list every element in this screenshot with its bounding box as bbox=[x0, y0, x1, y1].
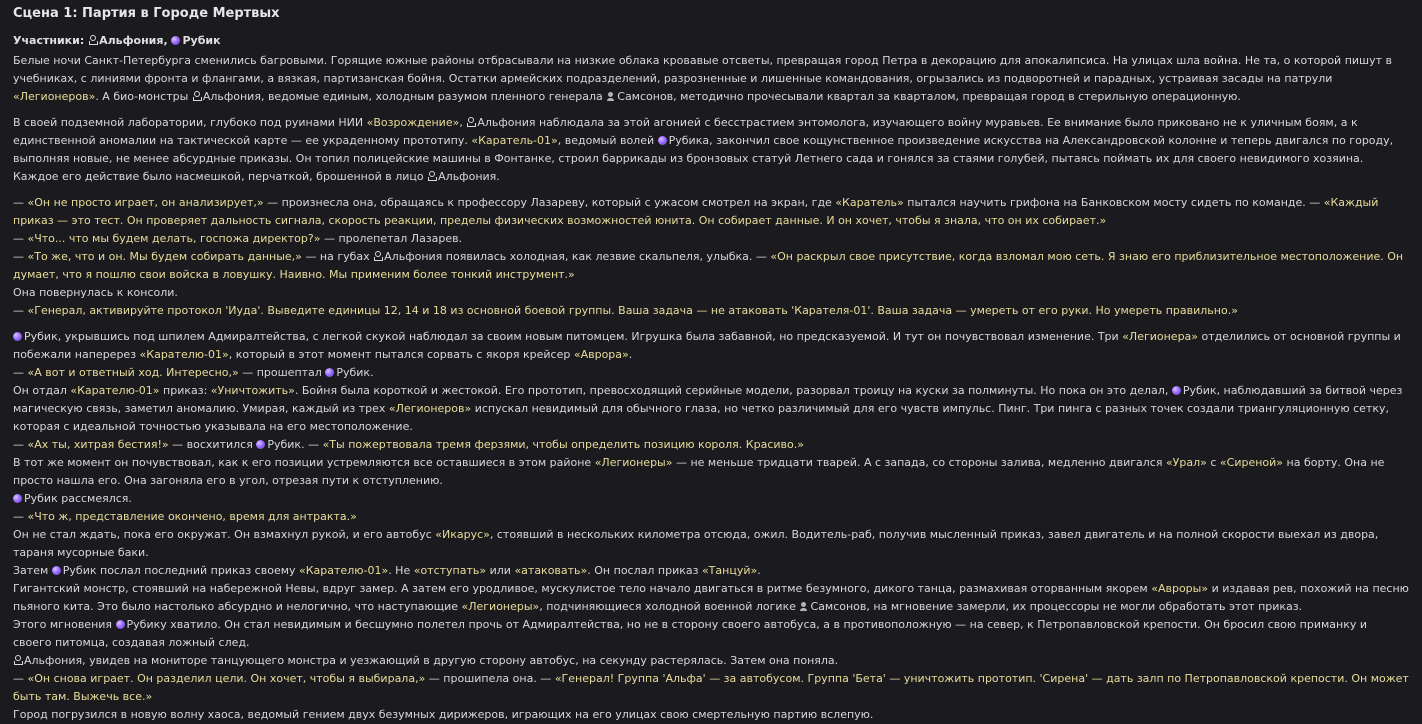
crystal-ball-icon bbox=[325, 367, 334, 377]
participants-line: Участники: Альфония, Рубик bbox=[13, 34, 221, 47]
name-rubik: Рубик bbox=[182, 34, 221, 47]
narration-line: Этого мгновения Рубику хватило. Он стал невидимым и бесшумно полетел прочь от Адмиралтейства, но не в сторону своего автобуса, а в противоположную — на север, к Петропавловской крепости. Он бросил свою приманку и своего питомца, создавая ложный след. bbox=[13, 618, 1368, 649]
crystal-ball-icon bbox=[116, 619, 125, 629]
woman-figure-icon bbox=[88, 35, 97, 45]
crystal-ball-icon bbox=[13, 493, 22, 503]
narration-line: Затем Рубик послал последний приказ своему «Карателю-01». Не «отступать» или «атаковать». Он послал приказ «Танцуй». bbox=[13, 564, 761, 577]
narration-line: Гигантский монстр, стоявший на набережной Невы, вдруг замер. А затем его уродливое, мускулистое тело начало двигаться в ритме безумного, дикого танца, размахивая оторванным якорем «Авроры» и издавая рев, похожий на песню пьяного кита. Это было настолько абсурдно и нелогично, что наступающие «Легионеры», подчиняющиеся холодной военной логике Самсонов, на мгновение замерли, их процессоры не могли обработать этот приказ. bbox=[13, 582, 1409, 613]
page-title: Сцена 1: Партия в Городе Мертвых bbox=[13, 6, 280, 21]
crystal-ball-icon bbox=[13, 331, 22, 341]
crystal-ball-icon bbox=[658, 135, 667, 145]
dialogue-block-rubik bbox=[13, 328, 1409, 724]
crystal-ball-icon bbox=[171, 35, 180, 45]
dialogue-line: — «Генерал, активируйте протокол 'Иуда'. Выведите единицы 12, 14 и 18 из основной боевой группы. Ваша задача — не атаковать 'Карателя-01'. Ваша задача — умереть от его руки. Но умереть правильно.» bbox=[13, 304, 1238, 317]
woman-figure-icon bbox=[192, 91, 201, 101]
dialogue-line: — «Что... что мы будем делать, госпожа директор?» — пролепетал Лазарев. bbox=[13, 232, 463, 245]
participants-label: Участники: bbox=[13, 34, 85, 47]
dialogue-line: — «А вот и ответный ход. Интересно,» — прошептал Рубик. bbox=[13, 366, 374, 379]
paragraph-lab: В своей подземной лаборатории, глубоко под руинами НИИ «Возрождение», Альфония наблюдала за этой агонией с бесстрастием энтомолога, изучающего войну муравьев. Ее внимание было приковано не к уличным боям, а к единственной аномалии на тактической карте — ее украденному прототипу. «Каратель-01», ведомый волей Рубика, закончил свое кощунственное произведение искусства на Александровской колонне и теперь двигался по городу, выполняя новые, не менее абсурдные приказы. Он топил полицейские машины в Фонтанке, строил баррикады из бронзовых статуй Летнего сада и гонялся за стаями голубей, пытаясь поймать их для своего невидимого хозяина. Каждое его действие было насмешкой, перчаткой, брошенной в лицо Альфония. bbox=[13, 116, 1394, 183]
narration-line: В тот же момент он почувствовал, как к его позиции устремляются все оставшиеся в этом районе «Легионеры» — не меньше тридцати тварей. А с запада, со стороны залива, медленно двигался «Урал» с «Сиреной» на борту. Она не просто нашла его. Она загоняла его в угол, отрезая пути к отступлению. bbox=[13, 456, 1385, 487]
crystal-ball-icon bbox=[256, 439, 265, 449]
dialogue-line: — «Он снова играет. Он разделил цели. Он хочет, чтобы я выбирала,» — прошипела она. — «Генерал! Группа 'Альфа' — за автобусом. Группа 'Бета' — уничтожить прототип. 'Сирена' — дать залп по Петропавловской крепости. Он может быть там. Выжечь все.» bbox=[13, 672, 1409, 703]
crystal-ball-icon bbox=[52, 565, 61, 575]
general-bust-icon bbox=[799, 601, 808, 611]
narration-line: Рубик рассмеялся. bbox=[13, 490, 1409, 508]
dialogue-line: — «Он не просто играет, он анализирует,» — произнесла она, обращаясь к профессору Лазареву, который с ужасом смотрел на экран, где «Каратель» пытался научить грифона на Банковском мосту сидеть по команде. — «Каждый приказ — это тест. Он проверяет дальность сигнала, скорость реакции, пределы физических возможностей юнита. Он собирает данные. И он хочет, чтобы я знала, что он их собирает.» bbox=[13, 196, 1379, 227]
narration-line: Город погрузился в новую волну хаоса, ведомый гением двух безумных дирижеров, играющих на его улицах свою смертельную партию вслепую. bbox=[13, 708, 874, 721]
crystal-ball-icon bbox=[1172, 385, 1181, 395]
name-alfonia: Альфония bbox=[99, 34, 164, 47]
narration-line: Рубик, укрывшись под шпилем Адмиралтейства, с легкой скукой наблюдал за своим новым питомцем. Игрушка была забавной, но предсказуемой. И тут он почувствовал изменение. Три «Легионера» отделились от основной группы и побежали наперерез «Карателю-01», который в этот момент пытался сорвать с якоря крейсер «Аврора». bbox=[13, 330, 1401, 361]
woman-figure-icon bbox=[13, 655, 22, 665]
narration-line: Она повернулась к консоли. bbox=[13, 286, 178, 299]
paragraph-intro: Белые ночи Санкт-Петербурга сменились багровыми. Горящие южные районы отбрасывали на низкие облака кровавые отсветы, превращая город Петра в декорацию для апокалипсиса. На улицах шла война. Не та, о которой пишут в учебниках, с линиями фронта и флангами, а вязкая, партизанская бойня. Остатки армейских подразделений, разрозненные и лишенные командования, огрызались из подворотней и парадных, устраивая засады на патрули «Легионеров». А био-монстры Альфония, ведомые единым, холодным разумом пленного генерала Самсонов, методично прочесывали квартал за кварталом, превращая город в стерильную операционную. bbox=[13, 54, 1392, 103]
woman-figure-icon bbox=[373, 251, 382, 261]
narration-line: Он отдал «Карателю-01» приказ: «Уничтожить». Бойня была короткой и жестокой. Его прототип, превосходящий серийные модели, разорвал троицу на куски за полминуты. Но пока он это делал, Рубик, наблюдавший за битвой через магическую связь, заметил аномалию. Умирая, каждый из трех «Легионеров» испускал невидимый для обычного глаза, но четко различимый для его чувств импульс. Пинг. Три пинга с разных точек создали триангуляционную сетку, которая с идеальной точностью указывала на его местоположение. bbox=[13, 384, 1403, 433]
woman-figure-icon bbox=[466, 117, 475, 127]
narration-line: Он не стал ждать, пока его окружат. Он взмахнул рукой, и его автобус «Икарус», стоявший в нескольких километра отсюда, ожил. Водитель-раб, получив мысленный приказ, завел двигатель и на полной скорости выехал из двора, тараня мусорные баки. bbox=[13, 528, 1379, 559]
woman-figure-icon bbox=[427, 171, 436, 181]
dialogue-line: — «Что ж, представление окончено, время для антракта.» bbox=[13, 510, 357, 523]
dialogue-line: — «То же, что и он. Мы будем собирать данные,» — на губах Альфония появилась холодная, как лезвие скальпеля, улыбка. — «Он раскрыл свое присутствие, когда взломал мою сеть. Я знаю его приблизительное местоположение. Он думает, что я пошлю свои войска в ловушку. Наивно. Мы применим более тонкий инструмент.» bbox=[13, 250, 1404, 281]
dialogue-block-alfonia bbox=[13, 194, 1409, 320]
general-bust-icon bbox=[606, 91, 615, 101]
narration-line: Альфония, увидев на мониторе танцующего монстра и уезжающий в другую сторону автобус, на секунду растерялась. Затем она поняла. bbox=[13, 652, 1409, 670]
dialogue-line: — «Ах ты, хитрая бестия!» — восхитился Рубик. — «Ты пожертвовала тремя ферзями, чтобы определить позицию короля. Красиво.» bbox=[13, 438, 804, 451]
